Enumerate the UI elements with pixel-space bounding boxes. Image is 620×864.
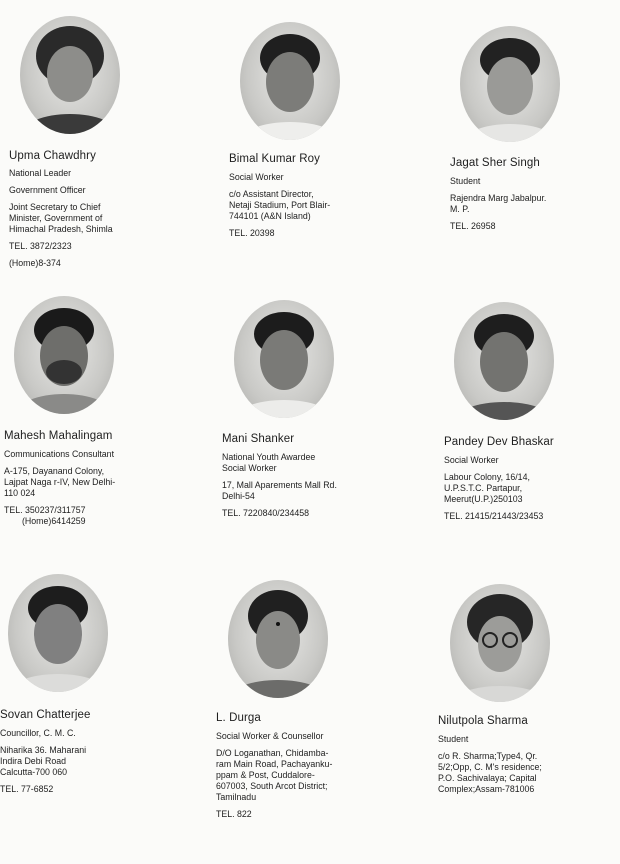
person-name: L. Durga	[216, 712, 261, 724]
address-line: Himachal Pradesh, Shimla	[9, 224, 113, 234]
address-line: Joint Secretary to Chief	[9, 202, 101, 212]
person-role: Social Worker	[444, 455, 499, 465]
portrait-photo	[14, 296, 114, 414]
address-line: Complex;Assam-781006	[438, 784, 535, 794]
address-line: 607003, South Arcot District;	[216, 781, 328, 791]
address-line: Calcutta-700 060	[0, 767, 67, 777]
address-line: ppam & Post, Cuddalore-	[216, 770, 315, 780]
address-line: D/O Loganathan, Chidamba-	[216, 748, 329, 758]
person-name: Mani Shanker	[222, 433, 295, 445]
telephone: (Home)8-374	[9, 258, 61, 268]
telephone: TEL. 350237/311757	[4, 505, 86, 515]
person-name: Sovan Chatterjee	[0, 709, 91, 721]
person-name: Nilutpola Sharma	[438, 715, 528, 727]
person-role: Government Officer	[9, 185, 86, 195]
person-role: Social Worker	[222, 463, 277, 473]
telephone: TEL. 26958	[450, 221, 496, 231]
address-line: Meerut(U.P.)250103	[444, 494, 523, 504]
person-role: Student	[438, 734, 469, 744]
person-name: Jagat Sher Singh	[450, 157, 540, 169]
person-role: Councillor, C. M. C.	[0, 728, 76, 738]
address-line: 744101 (A&N Island)	[229, 211, 311, 221]
address-line: Delhi-54	[222, 491, 255, 501]
portrait-photo	[240, 22, 340, 140]
address-line: Netaji Stadium, Port Blair-	[229, 200, 331, 210]
address-line: Labour Colony, 16/14,	[444, 472, 530, 482]
person-name: Pandey Dev Bhaskar	[444, 436, 554, 448]
address-line: M. P.	[450, 204, 470, 214]
portrait-photo	[20, 16, 120, 134]
portrait-photo	[460, 26, 560, 142]
address-line: c/o Assistant Director,	[229, 189, 314, 199]
person-role: Social Worker & Counsellor	[216, 731, 324, 741]
address-line: P.O. Sachivalaya; Capital	[438, 773, 537, 783]
telephone: TEL. 7220840/234458	[222, 508, 310, 518]
person-name: Upma Chawdhry	[9, 150, 96, 162]
telephone: (Home)6414259	[22, 516, 86, 526]
telephone: TEL. 20398	[229, 228, 275, 238]
person-role: National Leader	[9, 168, 72, 178]
address-line: 110 024	[4, 488, 36, 498]
person-role: Student	[450, 176, 481, 186]
address-line: 17, Mall Aparements Mall Rd.	[222, 480, 337, 490]
portrait-photo	[234, 300, 334, 418]
telephone: TEL. 3872/2323	[9, 241, 72, 251]
address-line: Indira Debi Road	[0, 756, 67, 766]
address-line: Minister, Government of	[9, 213, 103, 223]
person-name: Bimal Kumar Roy	[229, 153, 320, 165]
portrait-photo	[454, 302, 554, 420]
portrait-photo	[228, 580, 328, 698]
address-line: U.P.S.T.C. Partapur,	[444, 483, 523, 493]
address-line: Niharika 36. Maharani	[0, 745, 87, 755]
address-line: c/o R. Sharma;Type4, Qr.	[438, 751, 538, 761]
person-role: National Youth Awardee	[222, 452, 316, 462]
portrait-photo	[8, 574, 108, 692]
address-line: Tamilnadu	[216, 792, 257, 802]
address-line: A-175, Dayanand Colony,	[4, 466, 105, 476]
person-role: Social Worker	[229, 172, 284, 182]
address-line: 5/2;Opp, C. M's residence;	[438, 762, 542, 772]
telephone: TEL. 77-6852	[0, 784, 54, 794]
person-role: Communications Consultant	[4, 449, 115, 459]
portrait-photo	[450, 584, 550, 702]
address-line: ram Main Road, Pachayanku-	[216, 759, 333, 769]
telephone: TEL. 21415/21443/23453	[444, 511, 544, 521]
telephone: TEL. 822	[216, 809, 252, 819]
person-name: Mahesh Mahalingam	[4, 430, 113, 442]
address-line: Rajendra Marg Jabalpur.	[450, 193, 547, 203]
address-line: Lajpat Naga r-IV, New Delhi-	[4, 477, 116, 487]
